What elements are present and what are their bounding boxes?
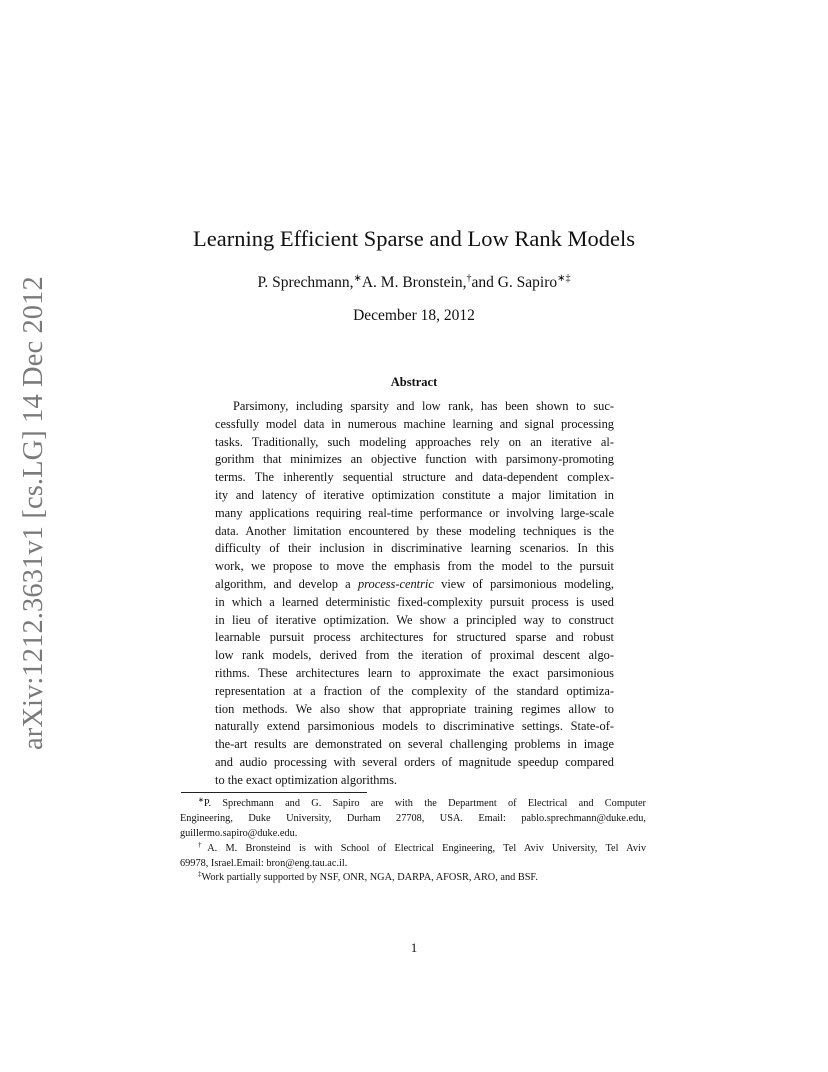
paper-title: Learning Efficient Sparse and Low Rank Models <box>193 226 635 251</box>
abstract-line: work, we propose to move the emphasis from the model to the pursuit <box>215 559 614 574</box>
abstract-line: to the exact optimization algorithms. <box>215 772 398 787</box>
footnote-text: P. Sprechmann and G. Sapiro are with the Department of Electrical and Computer <box>203 798 646 809</box>
abstract-text: view of parsimonious modeling, <box>441 576 614 591</box>
footnote-text: Work partially supported by NSF, ONR, NGA, DARPA, AFOSR, ARO, and BSF. <box>201 872 538 884</box>
abstract-emphasis: process-centric <box>357 576 434 591</box>
abstract-line: Parsimony, including sparsity and low rank, has been shown to suc- <box>233 399 614 413</box>
footnote-line: guillermo.sapiro@duke.edu. <box>180 827 298 839</box>
abstract-line: and audio processing with several orders of magnitude speedup compared <box>215 754 614 769</box>
footnote-line: 69978, Israel.Email: bron@eng.tau.ac.il. <box>180 857 348 869</box>
abstract-line: the-art results are demonstrated on several challenging problems in image <box>215 737 614 752</box>
footnote-line <box>180 871 646 886</box>
author-mark-1: ∗ <box>353 273 362 284</box>
abstract-line: data. Another limitation encountered by these modeling techniques is the <box>215 523 614 538</box>
footnote-mark-3: ‡ <box>198 870 202 879</box>
abstract-text: algorithm, and develop a <box>215 576 351 591</box>
footnotes <box>180 797 646 886</box>
abstract-line: terms. The inherently sequential structure and data-dependent complex- <box>215 470 614 485</box>
abstract-heading: Abstract <box>390 375 438 389</box>
footnote-text: A. M. Bronsteind is with School of Electrical Engineering, Tel Aviv University, Tel Aviv <box>207 842 647 854</box>
paper-date: December 18, 2012 <box>353 307 475 324</box>
author-mark-2: † <box>466 273 472 284</box>
abstract-line: cessfully model data in numerous machine learning and signal processing <box>215 416 614 431</box>
page-number: 1 <box>410 940 418 955</box>
footnote-line: Engineering, Duke University, Durham 27708, USA. Email: pablo.sprechmann@duke.edu, <box>180 812 646 824</box>
footnote-line <box>180 797 646 812</box>
abstract-line: tasks. Traditionally, such modeling approaches rely on an iterative al- <box>215 434 614 449</box>
footnote-mark-1: ∗ <box>198 796 204 804</box>
abstract-line: tion methods. We also show that appropriate training regimes allow to <box>215 701 614 716</box>
abstract-line: naturally extend parsimonious models to discriminative settings. State-of- <box>215 719 614 734</box>
author-sprechmann: P. Sprechmann, <box>257 274 354 291</box>
abstract-line: many applications requiring real-time performance or involving large-scale <box>215 505 614 520</box>
abstract-line: difficulty of their inclusion in discriminative learning scenarios. In this <box>215 541 614 556</box>
abstract-line: rithms. These architectures learn to approximate the exact parsimonious <box>215 665 614 680</box>
abstract-line: learnable pursuit process architectures for structured sparse and robust <box>215 630 614 645</box>
footnote-rule <box>181 792 367 793</box>
author-list <box>0 272 828 294</box>
footnote-mark-2: † <box>198 840 208 849</box>
abstract-line: low rank models, derived from the iteration of proximal descent algo- <box>215 648 614 663</box>
abstract-line: ity and latency of iterative optimization constitute a major limitation in <box>215 487 614 502</box>
abstract-line <box>215 576 614 594</box>
abstract-line: in lieu of iterative optimization. We show a principled way to construct <box>215 612 614 627</box>
arxiv-identifier-stamp: arXiv:1212.3631v1 [cs.LG] 14 Dec 2012 <box>18 276 49 750</box>
abstract-body <box>215 398 614 790</box>
author-bronstein: A. M. Bronstein, <box>361 274 467 291</box>
author-sapiro: and G. Sapiro <box>471 274 558 291</box>
footnote-line <box>180 842 646 857</box>
abstract-line: gorithm that minimizes an objective function with parsimony-promoting <box>215 452 614 467</box>
abstract-line: representation at a fraction of the complexity of the standard optimiza- <box>215 683 614 698</box>
author-mark-3: ∗‡ <box>557 273 571 284</box>
abstract-line: in which a learned deterministic fixed-complexity pursuit process is used <box>215 594 614 609</box>
